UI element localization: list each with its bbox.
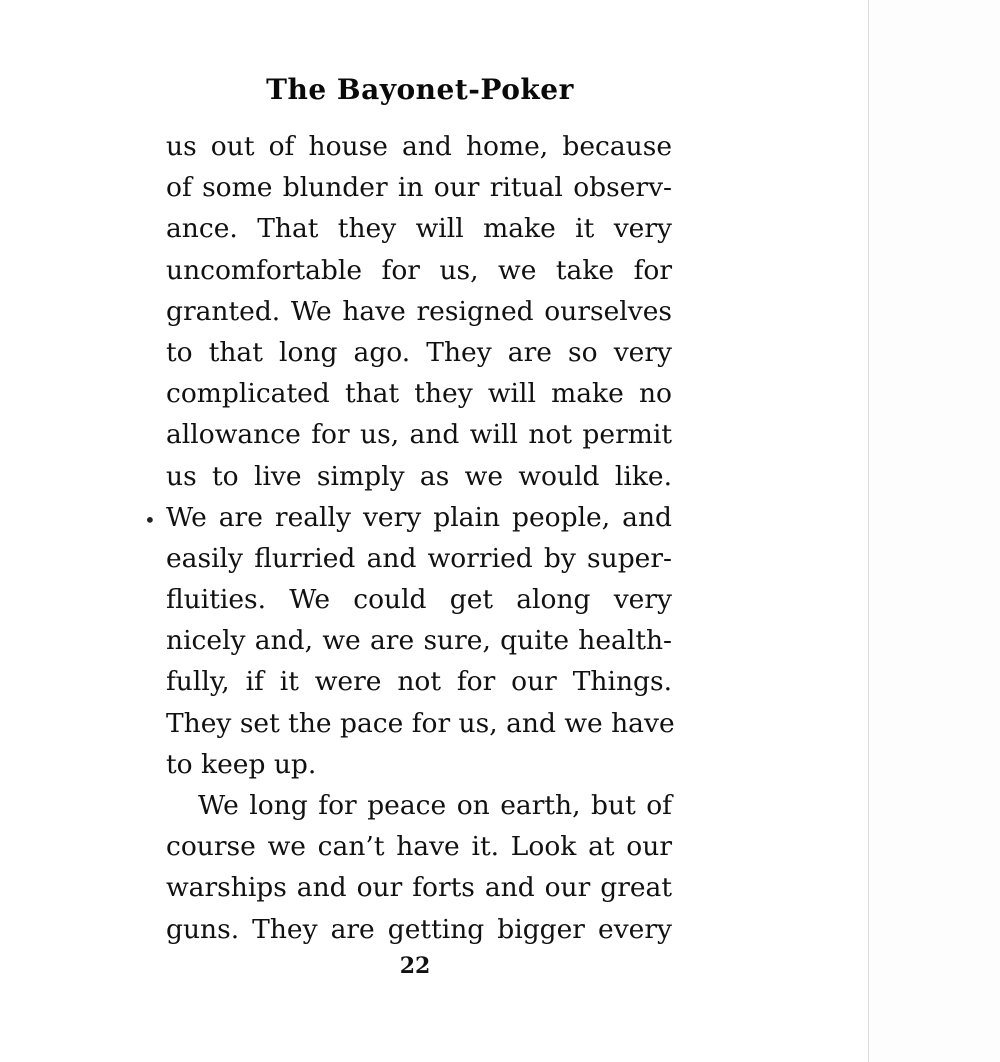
- text-line: us out of house and home, because: [166, 131, 672, 162]
- text-line: fluities. We could get along very: [166, 584, 672, 616]
- text-line: allowance for us, and will not permit: [166, 419, 672, 451]
- text-line: to that long ago. They are so very: [166, 336, 672, 368]
- running-head: The Bayonet-Poker: [266, 73, 574, 106]
- text-line: complicated that they will make no: [166, 378, 672, 410]
- text-line: We are really very plain people, and: [166, 501, 672, 533]
- body-text: [166, 126, 675, 950]
- text-line: We long for peace on earth, but of: [198, 790, 672, 821]
- text-line: course we can’t have it. Look at our: [166, 831, 672, 863]
- text-line: us to live simply as we would like.: [166, 460, 672, 492]
- text-line: of some blunder in our ritual observ-: [166, 172, 672, 204]
- text-line: guns. They are getting bigger every: [166, 913, 672, 945]
- text-line: easily flurried and worried by super-: [166, 542, 672, 574]
- page-number: 22: [399, 953, 431, 979]
- text-line: nicely and, we are sure, quite health-: [166, 625, 672, 657]
- outer-margin: [869, 0, 1000, 1062]
- text-line: They set the pace for us, and we have: [166, 707, 675, 739]
- text-line: to keep up.: [166, 748, 317, 780]
- text-line: granted. We have resigned ourselves: [166, 295, 672, 327]
- text-line: ance. That they will make it very: [166, 213, 672, 245]
- text-line: uncomfortable for us, we take for: [166, 254, 672, 286]
- text-line: warships and our forts and our great: [166, 872, 672, 904]
- text-line: fully, if it were not for our Things.: [166, 666, 672, 698]
- margin-mark: •: [144, 508, 156, 532]
